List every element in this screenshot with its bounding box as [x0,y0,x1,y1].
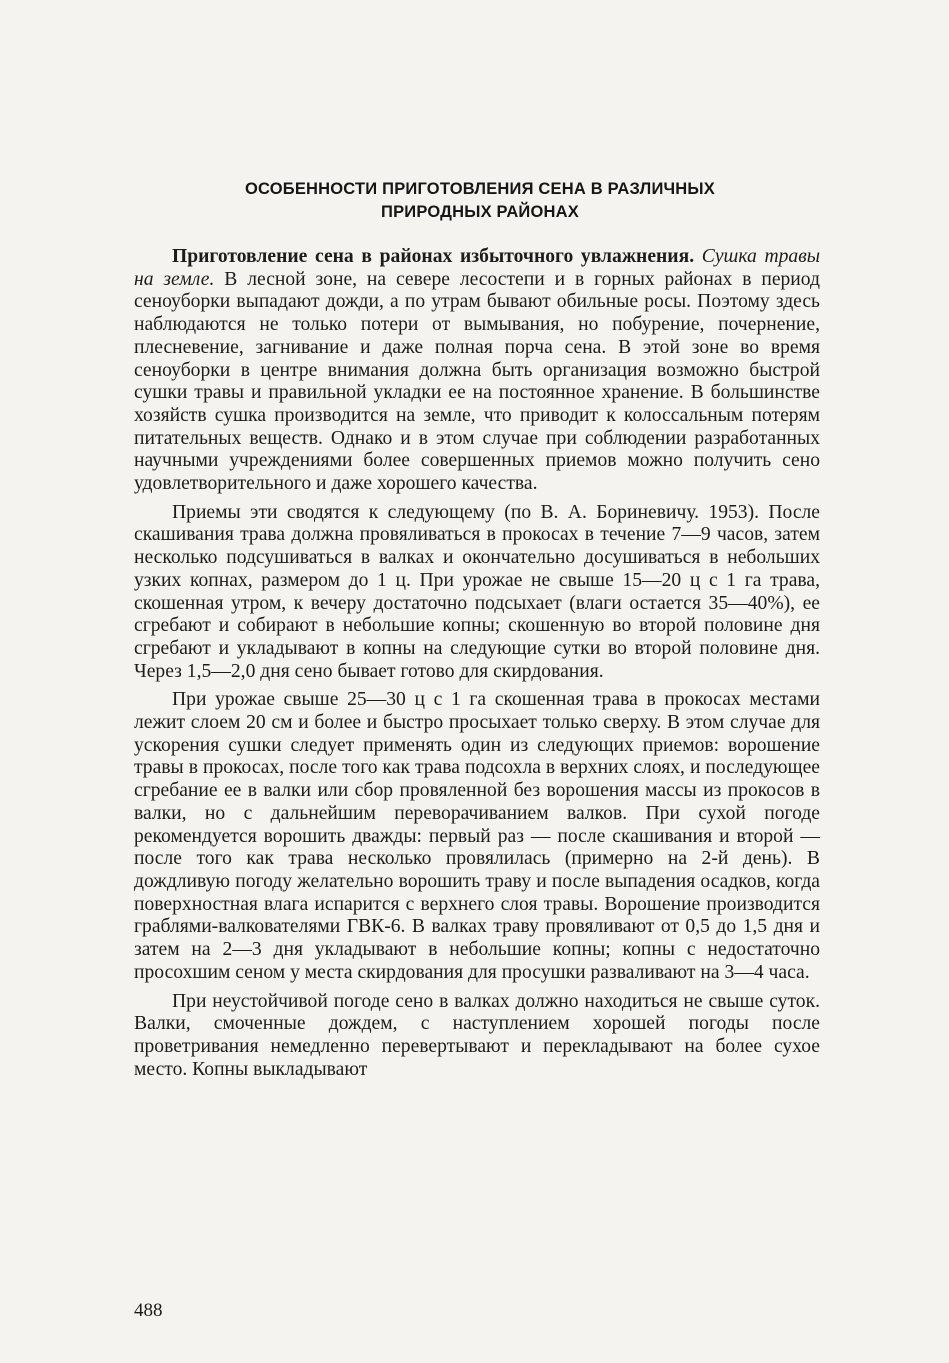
paragraph-1-text: В лесной зоне, на севере лесостепи и в горных районах в период сеноуборки выпадают дожди, а по утрам бывают обильные росы. Поэтому здесь наблюдаются не только потери от вымывания, но побурение, почернение, плесневение, загнивание и даже полная порча сена. В этой зоне во время сеноуборки в центре внимания должна быть организация возможно быстрой сушки травы и правильной укладки ее на постоянное хранение. В большинстве хозяйств сушка производится на земле, что приводит к колоссальным потерям питательных веществ. Однако и в этом случае при соблюдении разработанных научными учреждениями более совершенных приемов можно получить сено удовлетворительного и даже хорошего качества. [134,268,820,495]
paragraph-2: Приемы эти сводятся к следующему (по В. А. Бориневичу. 1953). После скашивания трава должна провяливаться в прокосах в течение 7—9 часов, затем несколько подсушиваться в валках и окончательно досушиваться в небольших узких копнах, размером до 1 ц. При урожае не свыше 15—20 ц с 1 га трава, скошенная утром, к вечеру достаточно подсыхает (влаги остается 35—40%), ее сгребают и собирают в небольшие копны; скошенную во второй половине дня сгребают и укладывают в копны на следующие сутки во второй половине дня. Через 1,5—2,0 дня сено бывает готово для скирдования. [134,501,820,682]
subsection-subtitle: Сушка травы на земле. [134,246,820,290]
paragraph-1 [134,246,820,496]
page-number: 488 [134,1300,163,1321]
heading-line-1: ОСОБЕННОСТИ ПРИГОТОВЛЕНИЯ СЕНА В РАЗЛИЧНЫХ [245,180,715,198]
section-heading [200,178,760,224]
body-text [134,246,820,1081]
paragraph-4: При неустойчивой погоде сено в валках должно находиться не свыше суток. Валки, смоченные дождем, с наступлением хорошей погоды после проветривания немедленно перевертывают и перекладывают на более сухое место. Копны выкладывают [134,990,820,1080]
heading-line-2: ПРИРОДНЫХ РАЙОНАХ [381,203,579,221]
subsection-title: Приготовление сена в районах избыточного увлажнения. [172,246,695,267]
paragraph-3: При урожае свыше 25—30 ц с 1 га скошенная трава в прокосах местами лежит слоем 20 см и более и быстро просыхает только сверху. В этом случае для ускорения сушки следует применять один из следующих приемов: ворошение травы в прокосах, после того как трава подсохла в верхних слоях, и последующее сгребание ее в валки или сбор провяленной без ворошения массы из прокосов в валки, но с дальнейшим переворачиванием валков. При сухой погоде рекомендуется ворошить дважды: первый раз — после скашивания и второй — после того как трава несколько провялилась (примерно на 2-й день). В дождливую погоду желательно ворошить траву и после выпадения осадков, когда поверхностная влага испарится с верхнего слоя травы. Ворошение производится граблями-валкователями ГВК-6. В валках траву провяливают от 0,5 до 1,5 дня и затем на 2—3 дня укладывают в небольшие копны; копны с недостаточно просохшим сеном у места скирдования для просушки разваливают на 3—4 часа. [134,689,820,983]
